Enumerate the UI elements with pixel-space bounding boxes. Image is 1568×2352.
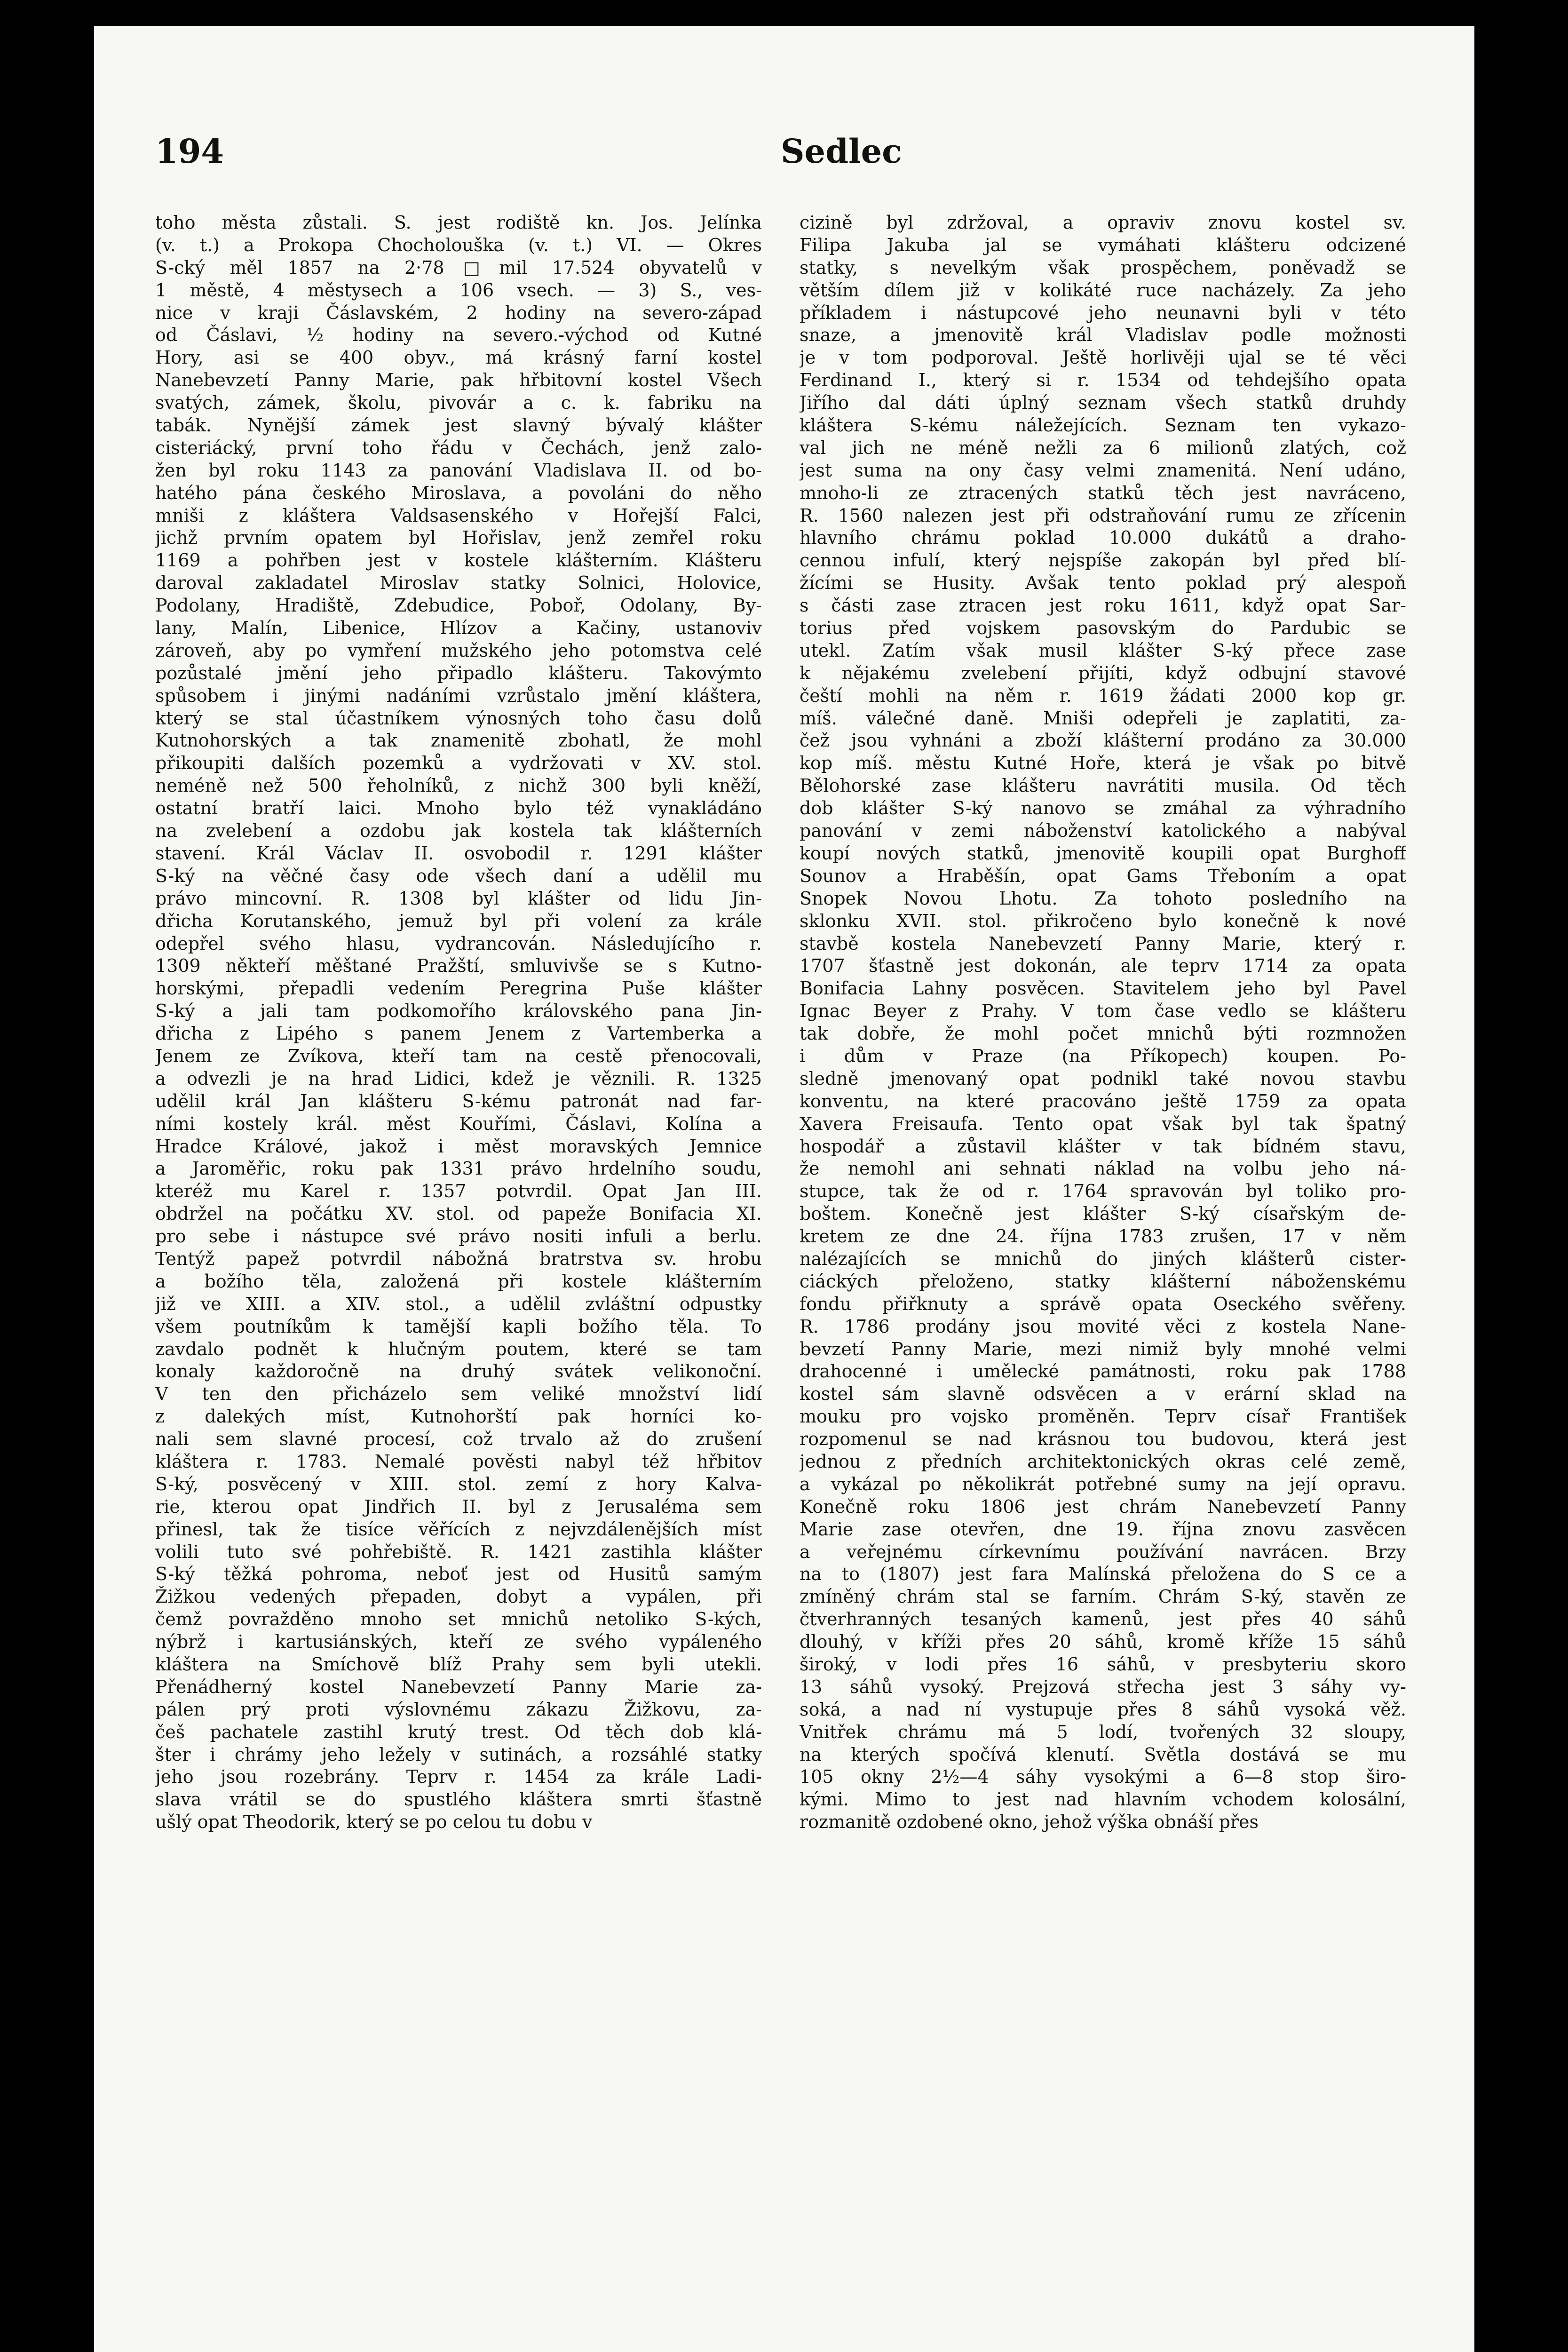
text-line: a veřejnému církevnímu používání navrácen. Brzy bbox=[800, 1541, 1406, 1562]
text-line: Hory, asi se 400 obyv., má krásný farní kostel bbox=[155, 347, 762, 368]
text-line: jichž prvním opatem byl Hořislav, jenž zemřel roku bbox=[155, 527, 762, 548]
text-line: slava vrátil se do spustlého kláštera smrti šťastně bbox=[155, 1789, 762, 1810]
text-line: drahocenné i umělecké památnosti, roku pak 1788 bbox=[800, 1361, 1406, 1382]
text-line: kostel sám slavně odsvěcen a v erární sklad na bbox=[800, 1383, 1406, 1405]
text-line: hospodář a zůstavil klášter v tak bídném stavu, bbox=[800, 1136, 1406, 1157]
text-line: větším dílem již v kolikáté ruce nacházely. Za jeho bbox=[800, 279, 1406, 301]
text-columns bbox=[155, 212, 1406, 2352]
text-line: R. 1560 nalezen jest při odstraňování rumu ze zřícenin bbox=[800, 505, 1406, 526]
text-line: zároveň, aby po vymření mužského jeho potomstva celé bbox=[155, 640, 762, 661]
text-line: příkladem i nástupcové jeho neunavni byli v této bbox=[800, 302, 1406, 323]
text-line: Sounov a Hraběšín, opat Gams Třeboním a opat bbox=[800, 865, 1406, 886]
text-line: S-ký těžká pohroma, neboť jest od Husitů samým bbox=[155, 1564, 762, 1585]
text-line: R. 1786 prodány jsou movité věci z kostela Nane- bbox=[800, 1316, 1406, 1337]
text-line: lany, Malín, Libenice, Hlízov a Kačiny, ustanoviv bbox=[155, 618, 762, 639]
text-line: hatého pána českého Miroslava, a povoláni do něho bbox=[155, 482, 762, 503]
text-line: kými. Mimo to jest nad hlavním vchodem kolosální, bbox=[800, 1789, 1406, 1810]
text-line: z dalekých míst, Kutnohorští pak horníci ko- bbox=[155, 1406, 762, 1427]
text-line: s části zase ztracen jest roku 1611, když opat Sar- bbox=[800, 595, 1406, 616]
text-line: dlouhý, v kříži přes 20 sáhů, kromě kříže 15 sáhů bbox=[800, 1631, 1406, 1653]
text-line: fondu přiřknuty a správě opata Oseckého svěřeny. bbox=[800, 1293, 1406, 1314]
text-line: koupí nových statků, jmenovitě koupili opat Burghoff bbox=[800, 842, 1406, 864]
text-line: odepřel svého hlasu, vydrancován. Následujícího r. bbox=[155, 933, 762, 954]
book-page bbox=[94, 26, 1474, 2352]
text-line: všem poutníkům k tamější kapli božího těla. To bbox=[155, 1316, 762, 1337]
text-line: na to (1807) jest fara Malínská přeložena do S ce a bbox=[800, 1564, 1406, 1585]
text-line: Žižkou vedených přepaden, dobyt a vypálen, při bbox=[155, 1586, 762, 1607]
text-line: jeho jsou rozebrány. Teprv r. 1454 za krále Ladi- bbox=[155, 1766, 762, 1788]
text-line: neméně než 500 řeholníků, z nichž 300 byli kněží, bbox=[155, 775, 762, 796]
text-line: ními kostely král. měst Kouřími, Čáslavi, Kolína a bbox=[155, 1113, 762, 1134]
text-line: tak dobře, že mohl počet mnichů býti rozmnožen bbox=[800, 1023, 1406, 1044]
text-line: cisteriácký, první toho řádu v Čechách, jenž zalo- bbox=[155, 437, 762, 458]
text-line: rozmanitě ozdobené okno, jehož výška obnáší přes bbox=[800, 1812, 1259, 1833]
text-line: nalézajících se mnichů do jiných klášterů cister- bbox=[800, 1248, 1406, 1269]
text-line: boštem. Konečně jest klášter S-ký císařským de- bbox=[800, 1203, 1406, 1224]
text-line: S-ký, posvěcený v XIII. stol. zemí z hory Kalva- bbox=[155, 1473, 762, 1494]
text-line: volili tuto své pohřebiště. R. 1421 zastihla klášter bbox=[155, 1541, 762, 1562]
text-line: 105 okny 2½—4 sáhy vysokými a 6—8 stop širo- bbox=[800, 1766, 1406, 1788]
text-line: zavdalo podnět k hlučným poutem, které se tam bbox=[155, 1338, 762, 1359]
text-line: daroval zakladatel Miroslav statky Solnici, Holovice, bbox=[155, 572, 762, 594]
text-line: čemž povražděno mnoho set mnichů netoliko S-kých, bbox=[155, 1609, 762, 1630]
text-line: 13 sáhů vysoký. Prejzová střecha jest 3 sáhy vy- bbox=[800, 1676, 1406, 1697]
text-line: a odvezli je na hrad Lidici, kdež je věznili. R. 1325 bbox=[155, 1068, 762, 1089]
text-line: Ferdinand I., který si r. 1534 od tehdejšího opata bbox=[800, 370, 1406, 391]
text-line: přinesl, tak že tisíce věřících z nejvzdálenějších míst bbox=[155, 1518, 762, 1540]
text-line: k nějakému zvelebení přijíti, když odbujní stavové bbox=[800, 662, 1406, 683]
text-line: V ten den přicházelo sem veliké množství lidí bbox=[155, 1383, 762, 1405]
text-line: S-ký na věčné časy ode všech daní a udělil mu bbox=[155, 865, 762, 886]
text-line: kretem ze dne 24. října 1783 zrušen, 17 v něm bbox=[800, 1226, 1406, 1247]
text-line: i dům v Praze (na Příkopech) koupen. Po- bbox=[800, 1045, 1406, 1066]
text-line: češ pachatele zastihl krutý trest. Od těch dob klá- bbox=[155, 1721, 762, 1742]
text-line: rozpomenul se nad krásnou tou budovou, která jest bbox=[800, 1429, 1406, 1450]
text-line: čež jsou vyhnáni a zboží klášterní prodáno za 30.000 bbox=[800, 730, 1406, 751]
text-line: Jenem ze Zvíkova, kteří tam na cestě přenocovali, bbox=[155, 1045, 762, 1066]
text-line: konaly každoročně na druhý svátek velikonoční. bbox=[155, 1361, 762, 1382]
text-line: mniši z kláštera Valdsasenského v Hořejší Falci, bbox=[155, 505, 762, 526]
text-line: Filipa Jakuba jal se vymáhati klášteru odcizené bbox=[800, 234, 1406, 255]
text-line: Přenádherný kostel Nanebevzetí Panny Marie za- bbox=[155, 1676, 762, 1697]
text-line: sledně jmenovaný opat podnikl také novou stavbu bbox=[800, 1068, 1406, 1089]
text-line: rie, kterou opat Jindřich II. byl z Jerusaléma sem bbox=[155, 1496, 762, 1517]
text-line: Marie zase otevřen, dne 19. října znovu zasvěcen bbox=[800, 1518, 1406, 1540]
text-line: 1707 šťastně jest dokonán, ale teprv 1714 za opata bbox=[800, 955, 1406, 977]
text-line: hlavního chrámu poklad 10.000 dukátů a draho- bbox=[800, 527, 1406, 548]
text-line: stupce, tak že od r. 1764 spravován byl toliko pro- bbox=[800, 1181, 1406, 1202]
text-line: svatých, zámek, školu, pivovár a c. k. fabriku na bbox=[155, 392, 762, 413]
text-line: kláštera na Smíchově blíž Prahy sem byli utekli. bbox=[155, 1654, 762, 1675]
text-line: Snopek Novou Lhotu. Za tohoto posledního na bbox=[800, 888, 1406, 909]
text-line: soká, a nad ní vystupuje přes 8 sáhů vysoká věž. bbox=[800, 1699, 1406, 1720]
text-line: nice v kraji Čáslavském, 2 hodiny na severo-západ bbox=[155, 302, 762, 323]
text-line: již ve XIII. a XIV. stol., a udělil zvláštní odpustky bbox=[155, 1293, 762, 1314]
page-header bbox=[94, 26, 1474, 181]
text-line: od Čáslavi, ½ hodiny na severo.-východ od Kutné bbox=[155, 325, 762, 346]
text-line: torius před vojskem pasovským do Pardubic se bbox=[800, 618, 1406, 639]
text-line: val jich ne méně nežli za 6 milionů zlatých, což bbox=[800, 437, 1406, 458]
text-line: stavení. Král Václav II. osvobodil r. 1291 klášter bbox=[155, 842, 762, 864]
text-line: jest suma na ony časy velmi znamenitá. Není udáno, bbox=[800, 460, 1406, 481]
text-line: Podolany, Hradiště, Zdebudice, Poboř, Odolany, By- bbox=[155, 595, 762, 616]
text-line: utekl. Zatím však musil klášter S-ký přece zase bbox=[800, 640, 1406, 661]
text-line: na zvelebení a ozdobu jak kostela tak klášterních bbox=[155, 820, 762, 842]
text-line: mnoho-li ze ztracených statků těch jest navráceno, bbox=[800, 482, 1406, 503]
text-line: žícími se Husity. Avšak tento poklad prý alespoň bbox=[800, 572, 1406, 594]
text-line: dob klášter S-ký nanovo se zmáhal za výhradního bbox=[800, 798, 1406, 819]
text-line: 1169 a pohřben jest v kostele klášterním. Klášteru bbox=[155, 550, 762, 571]
text-line: zmíněný chrám stal se farním. Chrám S-ký, stavěn ze bbox=[800, 1586, 1406, 1607]
text-line: pozůstalé jmění jeho připadlo klášteru. Takovýmto bbox=[155, 662, 762, 683]
text-line: stavbě kostela Nanebevzetí Panny Marie, který r. bbox=[800, 933, 1406, 954]
text-line: Nanebevzetí Panny Marie, pak hřbitovní kostel Všech bbox=[155, 370, 762, 391]
left-column bbox=[155, 212, 762, 2352]
text-line: je v tom podporoval. Ještě horlivěji ujal se té věci bbox=[800, 347, 1406, 368]
text-line: a božího těla, založená při kostele klášterním bbox=[155, 1271, 762, 1292]
text-line: horskými, přepadli vedením Peregrina Puše klášter bbox=[155, 978, 762, 999]
text-line: kop míš. městu Kutné Hoře, která je však po bitvě bbox=[800, 753, 1406, 774]
text-line: který se stal účastníkem výnosných toho času dolů bbox=[155, 707, 762, 729]
text-line: kteréž mu Karel r. 1357 potvrdil. Opat Jan III. bbox=[155, 1181, 762, 1202]
text-line: Ignac Beyer z Prahy. V tom čase vedlo se klášteru bbox=[800, 1001, 1406, 1022]
text-line: kláštera S-kému náležejících. Seznam ten vykazo- bbox=[800, 415, 1406, 436]
text-line: sklonku XVII. stol. přikročeno bylo konečně k nové bbox=[800, 910, 1406, 931]
text-line: Vnitřek chrámu má 5 lodí, tvořených 32 sloupy, bbox=[800, 1721, 1406, 1742]
text-line: cizině byl zdržoval, a opraviv znovu kostel sv. bbox=[800, 212, 1406, 233]
text-line: (v. t.) a Prokopa Chocholouška (v. t.) VI. — Okres bbox=[155, 234, 762, 255]
text-line: Bonifacia Lahny posvěcen. Stavitelem jeho byl Pavel bbox=[800, 978, 1406, 999]
text-line: pro sebe i nástupce své právo nositi infuli a berlu. bbox=[155, 1226, 762, 1247]
text-line: 1 městě, 4 městysech a 106 vsech. — 3) S., ves- bbox=[155, 279, 762, 301]
text-line: Xavera Freisaufa. Tento opat však byl tak špatný bbox=[800, 1113, 1406, 1134]
text-line: a vykázal po několikrát potřebné sumy na její opravu. bbox=[800, 1473, 1406, 1494]
text-line: kláštera r. 1783. Nemalé pověsti nabyl též hřbitov bbox=[155, 1451, 762, 1472]
text-line: žen byl roku 1143 za panování Vladislava II. od bo- bbox=[155, 460, 762, 481]
text-line: pálen prý proti výslovnému zákazu Žižkovu, za- bbox=[155, 1699, 762, 1720]
text-line: Kutnohorských a tak znamenitě zbohatl, že mohl bbox=[155, 730, 762, 751]
text-line: dřicha z Lipého s panem Jenem z Vartemberka a bbox=[155, 1023, 762, 1044]
text-line: jednou z předních architektonických okras celé země, bbox=[800, 1451, 1406, 1472]
text-line: a Jaroměřic, roku pak 1331 právo hrdelního soudu, bbox=[155, 1158, 762, 1179]
text-line: ciáckých přeloženo, statky klášterní náboženskému bbox=[800, 1271, 1406, 1292]
text-line: míš. válečné daně. Mniši odepřeli je zaplatiti, za- bbox=[800, 707, 1406, 729]
text-line: S-ký a jali tam podkomořího královského pana Jin- bbox=[155, 1001, 762, 1022]
text-line: že nemohl ani sehnati náklad na volbu jeho ná- bbox=[800, 1158, 1406, 1179]
text-line: Tentýž papež potvrdil nábožná bratrstva sv. hrobu bbox=[155, 1248, 762, 1269]
text-line: cennou infulí, který nejspíše zakopán byl před blí- bbox=[800, 550, 1406, 571]
text-line: mouku pro vojsko proměněn. Teprv císař František bbox=[800, 1406, 1406, 1427]
text-line: široký, v lodi přes 16 sáhů, v presbyteriu skoro bbox=[800, 1654, 1406, 1675]
text-line: dřicha Korutanského, jemuž byl při volení za krále bbox=[155, 910, 762, 931]
text-line: 1309 někteří měštané Pražští, smluvivše se s Kutno- bbox=[155, 955, 762, 977]
text-line: čtverhranných tesaných kamenů, jest přes 40 sáhů bbox=[800, 1609, 1406, 1630]
text-line: čeští mohli na něm r. 1619 žádati 2000 kop gr. bbox=[800, 685, 1406, 706]
text-line: tabák. Nynější zámek jest slavný bývalý klášter bbox=[155, 415, 762, 436]
page-number: 194 bbox=[155, 132, 224, 171]
right-column bbox=[800, 212, 1406, 2352]
text-line: Konečně roku 1806 jest chrám Nanebevzetí Panny bbox=[800, 1496, 1406, 1517]
text-line: spůsobem i jinými nadáními vzrůstalo jmění kláštera, bbox=[155, 685, 762, 706]
text-line: toho města zůstali. S. jest rodiště kn. Jos. Jelínka bbox=[155, 212, 762, 233]
text-line: ušlý opat Theodorik, který se po celou tu dobu v bbox=[155, 1812, 593, 1833]
text-line: Jiřího dal dáti úplný seznam všech statků druhdy bbox=[800, 392, 1406, 413]
text-line: šter i chrámy jeho ležely v sutinách, a rozsáhlé statky bbox=[155, 1744, 762, 1765]
text-line: právo mincovní. R. 1308 byl klášter od lidu Jin- bbox=[155, 888, 762, 909]
text-line: nali sem slavné procesí, což trvalo až do zrušení bbox=[155, 1429, 762, 1450]
text-line: Hradce Králové, jakož i měst moravských Jemnice bbox=[155, 1136, 762, 1157]
text-line: bevzetí Panny Marie, mezi nimiž byly mnohé velmi bbox=[800, 1338, 1406, 1359]
text-line: udělil král Jan klášteru S-kému patronát nad far- bbox=[155, 1090, 762, 1112]
text-line: konventu, na které pracováno ještě 1759 za opata bbox=[800, 1090, 1406, 1112]
text-line: Bělohorské zase klášteru navrátiti musila. Od těch bbox=[800, 775, 1406, 796]
text-line: na kterých spočívá klenutí. Světla dostává se mu bbox=[800, 1744, 1406, 1765]
running-head: Sedlec bbox=[781, 132, 902, 171]
text-line: statky, s nevelkým však prospěchem, poněvadž se bbox=[800, 257, 1406, 278]
text-line: přikoupiti dalších pozemků a vydržovati v XV. stol. bbox=[155, 753, 762, 774]
text-line: snaze, a jmenovitě král Vladislav podle možnosti bbox=[800, 325, 1406, 346]
text-line: obdržel na počátku XV. stol. od papeže Bonifacia XI. bbox=[155, 1203, 762, 1224]
text-line: nýbrž i kartusiánských, kteří ze svého vypáleného bbox=[155, 1631, 762, 1653]
text-line: S-cký měl 1857 na 2·78□mil 17.524 obyvatelů v bbox=[155, 257, 762, 278]
text-line: panování v zemi náboženství katolického a nabýval bbox=[800, 820, 1406, 842]
text-line: ostatní bratří laici. Mnoho bylo též vynakládáno bbox=[155, 798, 762, 819]
